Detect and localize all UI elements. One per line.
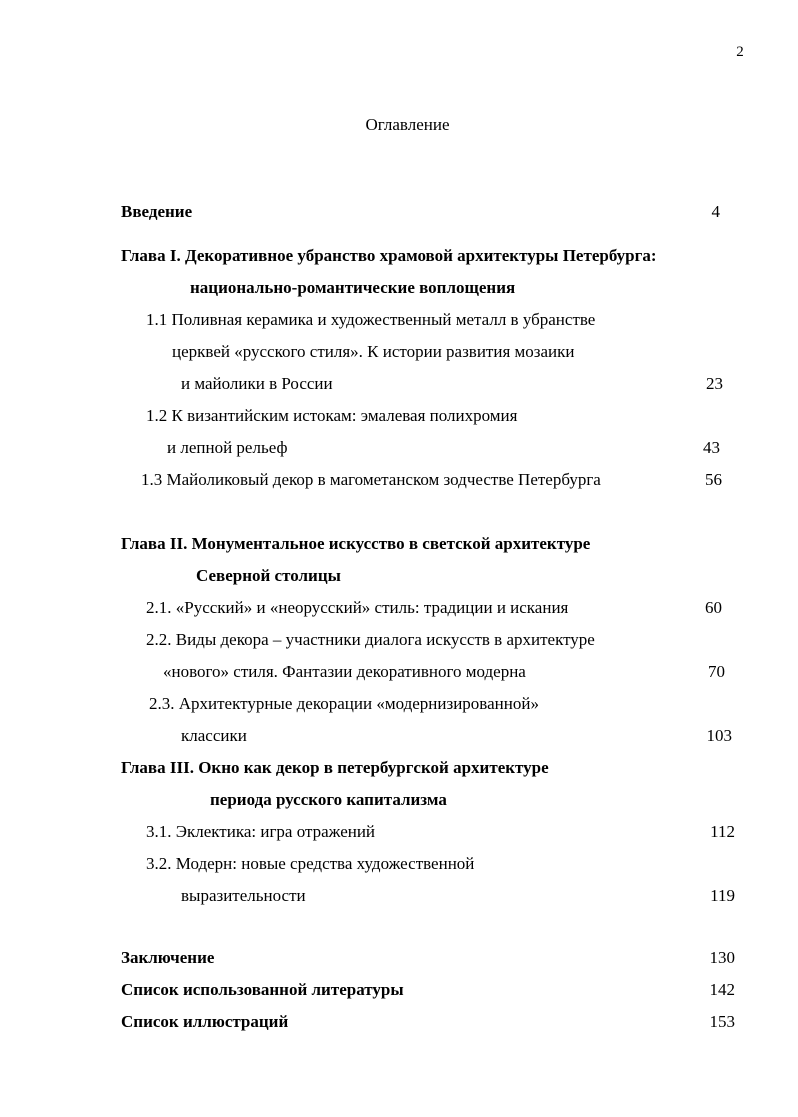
toc-section-3-1-page: 112: [710, 822, 735, 841]
toc-illustrations-page: 153: [709, 1012, 735, 1031]
toc-section-1-1-line1: 1.1 Поливная керамика и художественный металл в убранстве: [146, 310, 596, 329]
toc-intro-label: Введение: [121, 202, 193, 221]
toc-section-2-3-line1: 2.3. Архитектурные декорации «модернизированной»: [149, 694, 539, 713]
toc-section-3-1-line1: 3.1. Эклектика: игра отражений: [146, 822, 376, 841]
toc-chapter3-title-line2: периода русского капитализма: [210, 790, 447, 809]
toc-section-1-2-line1: 1.2 К византийским истокам: эмалевая полихромия: [146, 406, 518, 425]
toc-intro-page: 4: [711, 202, 720, 221]
toc-chapter1-title-line1: Глава I. Декоративное убранство храмовой архитектуры Петербурга:: [121, 246, 657, 265]
toc-section-2-2-line1: 2.2. Виды декора – участники диалога искусств в архитектуре: [146, 630, 595, 649]
toc-illustrations-label: Список иллюстраций: [121, 1012, 289, 1031]
toc-section-2-3-line2: классики: [181, 726, 247, 745]
toc-section-1-2-line2: и лепной рельеф: [167, 438, 288, 457]
toc-section-1-1-line2: церквей «русского стиля». К истории развития мозаики: [172, 342, 575, 361]
page-title: Оглавление: [365, 115, 450, 134]
toc-section-3-2-page: 119: [710, 886, 735, 905]
toc-conclusion-label: Заключение: [121, 948, 215, 967]
page-number: 2: [736, 44, 744, 60]
toc-chapter3-title-line1: Глава III. Окно как декор в петербургской архитектуре: [121, 758, 549, 777]
toc-section-1-3-page: 56: [705, 470, 722, 489]
toc-literature-label: Список использованной литературы: [121, 980, 404, 999]
toc-section-1-1-line3: и майолики в России: [181, 374, 333, 393]
toc-chapter2-title-line2: Северной столицы: [196, 566, 341, 585]
toc-section-2-1-page: 60: [705, 598, 722, 617]
toc-section-1-1-page: 23: [706, 374, 723, 393]
toc-section-3-2-line2: выразительности: [181, 886, 306, 905]
toc-section-2-1-line1: 2.1. «Русский» и «неорусский» стиль: традиции и искания: [146, 598, 569, 617]
toc-section-1-3-line1: 1.3 Майоликовый декор в магометанском зодчестве Петербурга: [141, 470, 601, 489]
toc-section-3-2-line1: 3.2. Модерн: новые средства художественной: [146, 854, 475, 873]
toc-section-2-2-page: 70: [708, 662, 725, 681]
toc-literature-page: 142: [709, 980, 735, 999]
toc-section-2-2-line2: «нового» стиля. Фантазии декоративного модерна: [163, 662, 526, 681]
toc-chapter2-title-line1: Глава II. Монументальное искусство в светской архитектуре: [121, 534, 591, 553]
toc-section-1-2-page: 43: [703, 438, 720, 457]
toc-conclusion-page: 130: [709, 948, 735, 967]
toc-section-2-3-page: 103: [706, 726, 732, 745]
toc-chapter1-title-line2: национально-романтические воплощения: [190, 278, 516, 297]
